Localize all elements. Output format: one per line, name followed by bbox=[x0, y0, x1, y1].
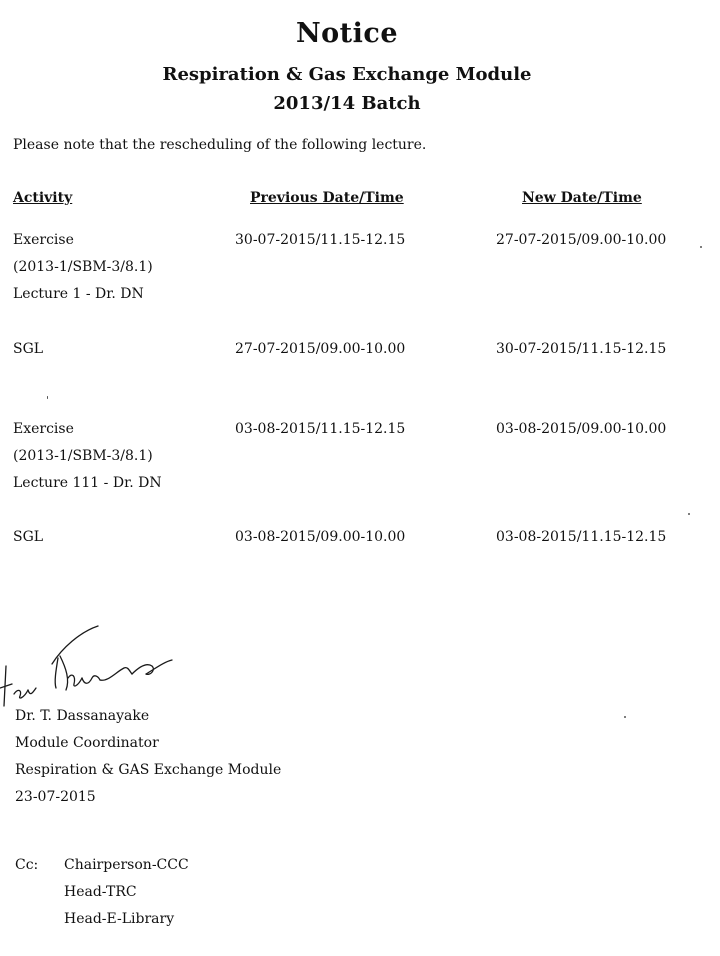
previous-datetime: 03-08-2015/11.15-12.15 bbox=[235, 421, 406, 437]
activity-line: (2013-1/SBM-3/8.1) bbox=[13, 259, 153, 275]
activity-cell bbox=[13, 416, 223, 497]
activity-line: SGL bbox=[13, 341, 44, 357]
previous-datetime: 03-08-2015/09.00-10.00 bbox=[235, 529, 406, 545]
header-activity: Activity bbox=[13, 190, 73, 206]
activity-line: Exercise bbox=[13, 232, 74, 248]
signatory-module: Respiration & GAS Exchange Module bbox=[15, 762, 282, 778]
signature-scribble bbox=[0, 618, 200, 708]
previous-datetime: 30-07-2015/11.15-12.15 bbox=[235, 232, 406, 248]
new-datetime: 27-07-2015/09.00-10.00 bbox=[496, 232, 667, 248]
scan-speck bbox=[688, 513, 690, 515]
activity-line: Lecture 111 - Dr. DN bbox=[13, 475, 162, 491]
scan-speck bbox=[47, 396, 48, 399]
signatory-role: Module Coordinator bbox=[15, 735, 159, 751]
new-datetime: 03-08-2015/09.00-10.00 bbox=[496, 421, 667, 437]
activity-cell bbox=[13, 227, 223, 308]
cc-recipient: Head-TRC bbox=[64, 884, 137, 900]
activity-line: SGL bbox=[13, 529, 44, 545]
cc-recipient: Head-E-Library bbox=[64, 911, 175, 927]
signatory-date: 23-07-2015 bbox=[15, 789, 96, 805]
intro-text: Please note that the rescheduling of the following lecture. bbox=[13, 137, 427, 153]
new-datetime: 30-07-2015/11.15-12.15 bbox=[496, 341, 667, 357]
new-datetime: 03-08-2015/11.15-12.15 bbox=[496, 529, 667, 545]
signatory-block bbox=[15, 703, 281, 811]
cc-recipients bbox=[64, 852, 189, 933]
previous-datetime: 27-07-2015/09.00-10.00 bbox=[235, 341, 406, 357]
cc-recipient: Chairperson-CCC bbox=[64, 857, 189, 873]
activity-cell bbox=[13, 524, 223, 551]
cc-label: Cc: bbox=[15, 857, 39, 873]
scan-speck bbox=[624, 716, 626, 718]
activity-cell bbox=[13, 336, 223, 363]
header-new: New Date/Time bbox=[522, 190, 642, 206]
signatory-name: Dr. T. Dassanayake bbox=[15, 708, 150, 724]
header-previous: Previous Date/Time bbox=[250, 190, 404, 206]
activity-line: Exercise bbox=[13, 421, 74, 437]
scan-speck bbox=[700, 246, 702, 248]
notice-title: Notice bbox=[295, 18, 399, 49]
activity-line: (2013-1/SBM-3/8.1) bbox=[13, 448, 153, 464]
batch-title: 2013/14 Batch bbox=[273, 93, 421, 114]
module-title: Respiration & Gas Exchange Module bbox=[162, 64, 532, 85]
activity-line: Lecture 1 - Dr. DN bbox=[13, 286, 144, 302]
